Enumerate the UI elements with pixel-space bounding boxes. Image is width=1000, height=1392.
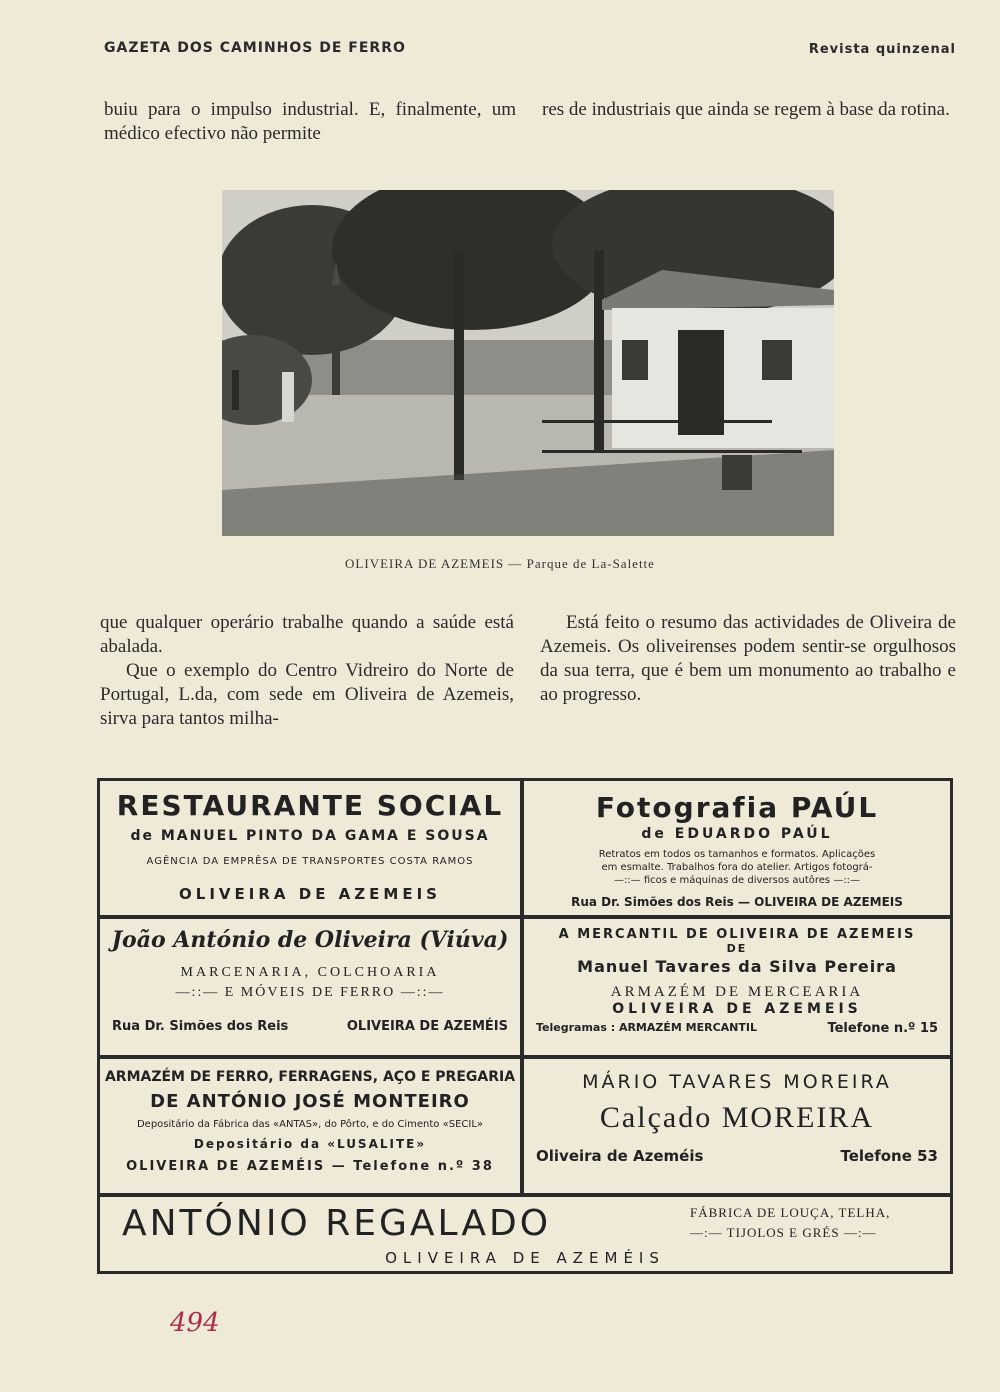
ad-city: OLIVEIRA DE AZEMÉIS (385, 1249, 665, 1267)
paragraph: res de industriais que ainda se regem à base da rotina. (542, 99, 950, 120)
ad-city: Oliveira de Azeméis (536, 1147, 704, 1165)
ad-armazem-ferro (97, 1056, 523, 1196)
ad-owner: de MANUEL PINTO DA GAMA E SOUSA (130, 828, 490, 844)
ad-line: MARCENARIA, COLCHOARIA (180, 965, 440, 980)
ad-line: Depositário da Fábrica das «ANTAS», do Pôrto, e do Cimento «SECIL» (136, 1119, 484, 1130)
ad-title: ARMAZÉM DE FERRO, FERRAGENS, AÇO E PREGARIA (104, 1069, 516, 1085)
bottom-right-column (540, 611, 956, 707)
ad-line: em esmalte. Trabalhos fora do atelier. Artigos fotográ- (601, 862, 873, 873)
park-photo (222, 190, 834, 536)
ad-city: OLIVEIRA DE AZEMEIS (179, 885, 441, 903)
ad-line: Depositário da «LUSALITE» (193, 1137, 427, 1151)
ad-owner: DE ANTÓNIO JOSÉ MONTEIRO (150, 1091, 470, 1112)
ad-title: A MERCANTIL DE OLIVEIRA DE AZEMEIS (558, 927, 916, 942)
top-left-column (104, 98, 516, 146)
ad-owner: Manuel Tavares da Silva Pereira (577, 957, 897, 976)
caption-place: OLIVEIRA DE AZEMEIS (345, 556, 505, 571)
ad-restaurante-social (97, 778, 523, 918)
ad-joao-antonio (97, 916, 523, 1058)
ad-brand: Calçado MOREIRA (599, 1101, 875, 1134)
ad-title: RESTAURANTE SOCIAL (116, 789, 504, 822)
ad-phone: Telefone n.º 15 (827, 1021, 938, 1036)
paragraph: buiu para o impulso industrial. E, finalmente, um médico efectivo não permite (104, 99, 516, 144)
ad-street: Rua Dr. Simões dos Reis (112, 1019, 289, 1034)
caption-text: — Parque de La-Salette (508, 556, 655, 571)
ad-title: MÁRIO TAVARES MOREIRA (582, 1071, 892, 1093)
ad-line: FÁBRICA DE LOUÇA, TELHA, (690, 1205, 891, 1220)
paragraph: que qualquer operário trabalhe quando a saúde está abalada. (100, 612, 514, 657)
ad-title: João António de Oliveira (Viúva) (111, 927, 509, 953)
page-number: 494 (170, 1308, 220, 1338)
ad-city: OLIVEIRA DE AZEMEIS (612, 1001, 862, 1017)
paragraph: Está feito o resumo das actividades de Oliveira de Azemeis. Os oliveirenses podem sentir-se orgulhosos da sua terra, que é bem um monumento ao trabalho e ao progresso. (540, 612, 956, 705)
ad-fotografia-paul (521, 778, 953, 918)
journal-subtitle: Revista quinzenal (808, 42, 956, 57)
ad-mario-moreira (521, 1056, 953, 1196)
ad-line: —::— E MÓVEIS DE FERRO —::— (175, 985, 445, 1000)
ad-owner: de EDUARDO PAÚL (641, 826, 833, 842)
ad-title: ANTÓNIO REGALADO (122, 1203, 552, 1244)
photo-caption (0, 556, 1000, 572)
ad-city: OLIVEIRA DE AZEMÉIS — Telefone n.º 38 (126, 1159, 494, 1174)
ad-telegram: Telegramas : ARMAZÉM MERCANTIL (536, 1021, 757, 1034)
ad-line: ARMAZÉM DE MERCEARIA (610, 984, 864, 1000)
paragraph: Que o exemplo do Centro Vidreiro do Norte de Portugal, L.da, com sede em Oliveira de Azemeis, sirva para tantos milha- (100, 660, 514, 729)
ad-line: Retratos em todos os tamanhos e formatos. Aplicações (598, 849, 876, 860)
park-illustration (222, 190, 834, 536)
ad-phone: Telefone 53 (840, 1147, 938, 1165)
ad-de: DE (726, 942, 748, 955)
ad-city: OLIVEIRA DE AZEMÉIS (346, 1019, 508, 1034)
ad-line: —::— ficos e máquinas de diversos autôres —::— (613, 875, 861, 886)
ad-antonio-regalado (97, 1194, 953, 1274)
top-right-column (542, 98, 956, 122)
ad-agency: AGÊNCIA DA EMPRÊSA DE TRANSPORTES COSTA RAMOS (146, 856, 474, 867)
bottom-left-column (100, 611, 514, 731)
ad-mercantil (521, 916, 953, 1058)
ad-address: Rua Dr. Simões dos Reis — OLIVEIRA DE AZEMEIS (571, 895, 903, 909)
journal-title: GAZETA DOS CAMINHOS DE FERRO (104, 40, 406, 56)
ad-line: —:— TIJOLOS E GRÉS —:— (690, 1225, 877, 1240)
ad-title: Fotografia PAÚL (595, 791, 879, 824)
